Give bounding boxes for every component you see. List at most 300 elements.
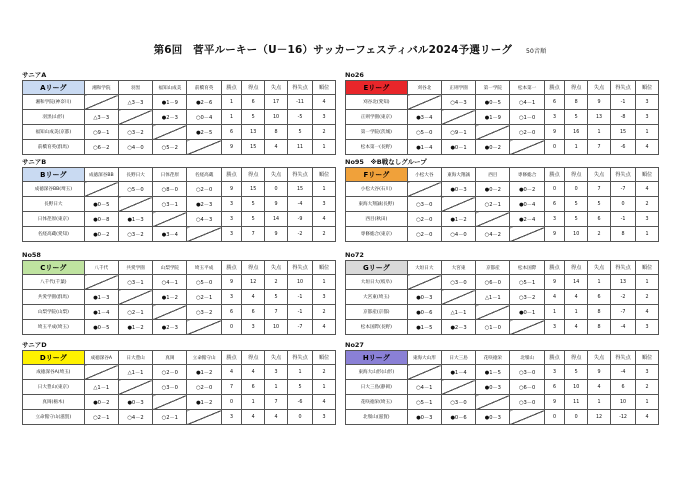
match-result: ○3－2 bbox=[187, 305, 221, 320]
stat-value: 10 bbox=[265, 110, 288, 125]
diagonal-cell bbox=[441, 110, 475, 125]
league-block bbox=[345, 158, 659, 242]
stat-value: 1 bbox=[544, 305, 565, 320]
match-result: ●1－2 bbox=[187, 365, 221, 380]
stat-value: -4 bbox=[287, 197, 312, 212]
stat-value: 3 bbox=[313, 290, 336, 305]
column-team: 八千代 bbox=[84, 261, 118, 275]
match-result: ●0－3 bbox=[118, 395, 152, 410]
match-result: ○2－0 bbox=[407, 227, 441, 242]
match-result: ○6－0 bbox=[476, 275, 510, 290]
stat-value: 1 bbox=[242, 395, 265, 410]
table-row bbox=[346, 290, 659, 305]
match-result: ●1－2 bbox=[153, 290, 187, 305]
diagonal-cell bbox=[510, 410, 544, 425]
table-row bbox=[346, 380, 659, 395]
match-result: ●0－1 bbox=[441, 140, 475, 155]
table-row bbox=[346, 140, 659, 155]
stat-header: 勝点 bbox=[544, 261, 565, 275]
league-block bbox=[345, 251, 659, 335]
stat-value: 5 bbox=[565, 110, 588, 125]
league-name: Fリーグ bbox=[346, 168, 408, 182]
block-label: サニアD bbox=[22, 341, 47, 349]
row-team: 長野日大 bbox=[23, 197, 85, 212]
column-team: 正則学園 bbox=[441, 81, 475, 95]
stat-value: -4 bbox=[610, 365, 635, 380]
row-team: 日体荏原(東京) bbox=[23, 212, 85, 227]
table-row bbox=[23, 182, 336, 197]
diagonal-cell bbox=[407, 95, 441, 110]
league-block bbox=[22, 251, 336, 335]
stat-value: 5 bbox=[242, 197, 265, 212]
stat-value: -7 bbox=[287, 320, 312, 335]
stat-value: 9 bbox=[588, 95, 611, 110]
row-team: 大宮東(埼玉) bbox=[346, 290, 408, 305]
table-row bbox=[23, 410, 336, 425]
row-team: 花咲徳栄(埼玉) bbox=[346, 395, 408, 410]
stat-value: 4 bbox=[636, 182, 659, 197]
stat-value: 2 bbox=[313, 305, 336, 320]
stat-value: 6 bbox=[610, 380, 635, 395]
diagonal-cell bbox=[510, 140, 544, 155]
stat-header: 得失点 bbox=[287, 168, 312, 182]
stat-value: 3 bbox=[544, 110, 565, 125]
match-result: ○2－1 bbox=[153, 410, 187, 425]
stat-header: 失点 bbox=[588, 168, 611, 182]
stat-value: 5 bbox=[287, 380, 312, 395]
stat-value: 8 bbox=[565, 95, 588, 110]
match-result: ●1－5 bbox=[407, 320, 441, 335]
match-result: ●0－3 bbox=[441, 182, 475, 197]
stat-value: 4 bbox=[636, 305, 659, 320]
stat-value: 4 bbox=[565, 320, 588, 335]
stat-header: 得失点 bbox=[287, 351, 312, 365]
stat-header: 失点 bbox=[265, 168, 288, 182]
stat-value: 6 bbox=[242, 95, 265, 110]
column-team: 専修総合 bbox=[510, 168, 544, 182]
diagonal-cell bbox=[476, 305, 510, 320]
table-row bbox=[23, 395, 336, 410]
match-result: ○3－0 bbox=[441, 395, 475, 410]
stat-value: 4 bbox=[265, 410, 288, 425]
match-result: ○5－2 bbox=[153, 140, 187, 155]
match-result: ●0－3 bbox=[476, 380, 510, 395]
stat-value: 4 bbox=[313, 95, 336, 110]
match-result: ○4－0 bbox=[118, 140, 152, 155]
stat-header: 失点 bbox=[588, 351, 611, 365]
row-team: 立命館守山(滋賀) bbox=[23, 410, 85, 425]
stat-value: 1 bbox=[221, 95, 242, 110]
match-result: ●0－2 bbox=[84, 395, 118, 410]
row-team: 羽黒(山形) bbox=[23, 110, 85, 125]
stat-value: 2 bbox=[313, 365, 336, 380]
row-team: 東海大翔誠(長野) bbox=[346, 197, 408, 212]
stat-value: 6 bbox=[544, 95, 565, 110]
stat-value: 1 bbox=[565, 305, 588, 320]
diagonal-cell bbox=[187, 410, 221, 425]
stat-header: 得点 bbox=[565, 261, 588, 275]
stat-value: 4 bbox=[265, 140, 288, 155]
stat-value: 10 bbox=[565, 380, 588, 395]
stat-value: 1 bbox=[313, 380, 336, 395]
stat-value: 3 bbox=[265, 365, 288, 380]
stat-header: 得点 bbox=[565, 81, 588, 95]
table-row bbox=[23, 95, 336, 110]
stat-value: 3 bbox=[636, 365, 659, 380]
column-team: 福知山成美 bbox=[153, 81, 187, 95]
stat-header: 勝点 bbox=[544, 81, 565, 95]
league-name: Eリーグ bbox=[346, 81, 408, 95]
match-result: ●1－9 bbox=[153, 95, 187, 110]
stat-value: 3 bbox=[221, 212, 242, 227]
stat-value: 6 bbox=[242, 380, 265, 395]
match-result: ○2－0 bbox=[187, 380, 221, 395]
stat-value: 2 bbox=[588, 227, 611, 242]
stat-header: 得失点 bbox=[610, 261, 635, 275]
match-result: ●0－2 bbox=[84, 227, 118, 242]
block-label: No26 bbox=[345, 71, 364, 79]
table-row bbox=[346, 212, 659, 227]
match-result: ●0－2 bbox=[510, 182, 544, 197]
column-team: 大垣日大 bbox=[407, 261, 441, 275]
stat-value: 6 bbox=[544, 197, 565, 212]
row-team: 大垣日大(岐阜) bbox=[346, 275, 408, 290]
match-result: ●0－3 bbox=[407, 410, 441, 425]
match-result: △1－1 bbox=[441, 305, 475, 320]
diagonal-cell bbox=[441, 197, 475, 212]
table-row bbox=[346, 395, 659, 410]
match-result: ●2－4 bbox=[510, 212, 544, 227]
stat-value: 3 bbox=[544, 212, 565, 227]
column-team: 北嶺山 bbox=[510, 351, 544, 365]
row-team: 松本国際(長野) bbox=[346, 320, 408, 335]
stat-value: 7 bbox=[588, 182, 611, 197]
match-result: ●3－4 bbox=[153, 227, 187, 242]
stat-value: 9 bbox=[544, 275, 565, 290]
row-team: 八千代(千葉) bbox=[23, 275, 85, 290]
table-row bbox=[23, 305, 336, 320]
stat-value: 6 bbox=[242, 305, 265, 320]
match-result: △3－3 bbox=[84, 110, 118, 125]
match-result: △1－1 bbox=[476, 290, 510, 305]
match-result: ○5－1 bbox=[510, 275, 544, 290]
table-row bbox=[346, 275, 659, 290]
row-team: 専修総合(東京) bbox=[346, 227, 408, 242]
table-row bbox=[23, 197, 336, 212]
stat-header: 勝点 bbox=[221, 261, 242, 275]
match-result: ●0－2 bbox=[476, 182, 510, 197]
stat-value: 8 bbox=[610, 227, 635, 242]
stat-value: 3 bbox=[313, 110, 336, 125]
stat-value: 3 bbox=[221, 290, 242, 305]
stat-value: 15 bbox=[242, 140, 265, 155]
league-name: Hリーグ bbox=[346, 351, 408, 365]
stat-value: 4 bbox=[313, 320, 336, 335]
stat-value: -1 bbox=[610, 212, 635, 227]
block-label: No72 bbox=[345, 251, 364, 259]
stat-value: 1 bbox=[636, 395, 659, 410]
table-row bbox=[23, 320, 336, 335]
stat-value: 4 bbox=[588, 380, 611, 395]
stat-value: 3 bbox=[636, 320, 659, 335]
column-team: 日大豊山 bbox=[118, 351, 152, 365]
stat-value: -1 bbox=[610, 95, 635, 110]
table-row bbox=[23, 125, 336, 140]
column-team: 東海大山形 bbox=[407, 351, 441, 365]
league-block bbox=[22, 158, 336, 242]
diagonal-cell bbox=[187, 320, 221, 335]
match-result: ○2－0 bbox=[153, 365, 187, 380]
match-result: ○2－1 bbox=[84, 410, 118, 425]
block-label: No58 bbox=[22, 251, 41, 259]
match-result: ○2－0 bbox=[187, 182, 221, 197]
column-team: 羽黒 bbox=[118, 81, 152, 95]
stat-header: 得失点 bbox=[610, 81, 635, 95]
column-team: 第一学院 bbox=[476, 81, 510, 95]
column-team: 花咲徳栄 bbox=[476, 351, 510, 365]
column-team: 埼玉平成 bbox=[187, 261, 221, 275]
match-result: △1－1 bbox=[118, 365, 152, 380]
match-result: ○2－1 bbox=[476, 197, 510, 212]
row-team: 西目(秋田) bbox=[346, 212, 408, 227]
stat-value: -9 bbox=[287, 212, 312, 227]
stat-value: 4 bbox=[242, 290, 265, 305]
match-result: ○2－0 bbox=[510, 125, 544, 140]
column-team: 山梨学院 bbox=[153, 261, 187, 275]
table-row bbox=[23, 275, 336, 290]
stat-value: 0 bbox=[287, 410, 312, 425]
diagonal-cell bbox=[476, 125, 510, 140]
league-table bbox=[22, 260, 336, 335]
league-table bbox=[345, 167, 659, 242]
column-team: 成徳深谷A bbox=[84, 351, 118, 365]
match-result: ○9－1 bbox=[441, 125, 475, 140]
match-result: △1－1 bbox=[84, 380, 118, 395]
match-result: ○6－0 bbox=[510, 380, 544, 395]
match-result: ●1－2 bbox=[187, 395, 221, 410]
match-result: ●2－3 bbox=[441, 320, 475, 335]
league-table bbox=[22, 350, 336, 425]
stat-value: 15 bbox=[610, 125, 635, 140]
stat-header: 得点 bbox=[242, 81, 265, 95]
league-name: Gリーグ bbox=[346, 261, 408, 275]
stat-value: 9 bbox=[544, 125, 565, 140]
diagonal-cell bbox=[84, 275, 118, 290]
match-result: ○0－4 bbox=[187, 110, 221, 125]
row-team: 京都産(京都) bbox=[346, 305, 408, 320]
column-team: 前橋育英 bbox=[187, 81, 221, 95]
match-result: ○1－0 bbox=[476, 320, 510, 335]
diagonal-cell bbox=[84, 95, 118, 110]
match-result: ○5－0 bbox=[407, 125, 441, 140]
match-result: ○4－3 bbox=[441, 95, 475, 110]
table-row bbox=[346, 182, 659, 197]
stat-value: 3 bbox=[313, 197, 336, 212]
stat-value: 2 bbox=[265, 275, 288, 290]
page-title bbox=[0, 42, 700, 57]
match-result: ○8－0 bbox=[153, 182, 187, 197]
stat-value: 5 bbox=[588, 197, 611, 212]
match-result: ●0－5 bbox=[84, 320, 118, 335]
stat-header: 失点 bbox=[588, 261, 611, 275]
row-team: 名経高蔵(愛知) bbox=[23, 227, 85, 242]
league-table bbox=[345, 260, 659, 335]
column-team: 松本第一 bbox=[510, 81, 544, 95]
match-result: ●0－4 bbox=[510, 197, 544, 212]
stat-value: 3 bbox=[636, 110, 659, 125]
stat-value: 0 bbox=[544, 140, 565, 155]
stat-value: -4 bbox=[610, 320, 635, 335]
stat-value: 4 bbox=[565, 290, 588, 305]
league-block bbox=[345, 71, 659, 155]
stat-header: 得点 bbox=[242, 168, 265, 182]
stat-value: 6 bbox=[221, 125, 242, 140]
stat-value: -2 bbox=[287, 227, 312, 242]
stat-value: 1 bbox=[287, 365, 312, 380]
diagonal-cell bbox=[510, 227, 544, 242]
diagonal-cell bbox=[510, 320, 544, 335]
block-label: No27 bbox=[345, 341, 364, 349]
stat-header: 順位 bbox=[313, 168, 336, 182]
stat-value: 1 bbox=[636, 125, 659, 140]
column-team: 日体荏原 bbox=[153, 168, 187, 182]
stat-value: 4 bbox=[242, 410, 265, 425]
table-row bbox=[346, 125, 659, 140]
stat-value: 13 bbox=[588, 110, 611, 125]
match-result: ○2－1 bbox=[187, 290, 221, 305]
stat-value: 11 bbox=[287, 140, 312, 155]
stat-value: 15 bbox=[242, 182, 265, 197]
stat-value: 3 bbox=[636, 212, 659, 227]
match-result: ○5－0 bbox=[118, 182, 152, 197]
stat-header: 得点 bbox=[242, 261, 265, 275]
match-result: ●0－5 bbox=[84, 197, 118, 212]
match-result: ●0－1 bbox=[510, 305, 544, 320]
stat-value: 1 bbox=[221, 110, 242, 125]
league-block bbox=[345, 341, 659, 425]
stat-header: 順位 bbox=[636, 168, 659, 182]
stat-header: 得失点 bbox=[610, 351, 635, 365]
diagonal-cell bbox=[476, 212, 510, 227]
match-result: ○5－1 bbox=[407, 395, 441, 410]
league-table bbox=[345, 80, 659, 155]
stat-value: 0 bbox=[221, 395, 242, 410]
row-team: 日大豊山(東京) bbox=[23, 380, 85, 395]
stat-value: -11 bbox=[287, 95, 312, 110]
stat-value: 0 bbox=[544, 182, 565, 197]
stat-value: 1 bbox=[565, 140, 588, 155]
stat-value: 0 bbox=[544, 410, 565, 425]
stat-value: -5 bbox=[287, 110, 312, 125]
stat-value: 7 bbox=[242, 227, 265, 242]
row-team: 共愛学園(群馬) bbox=[23, 290, 85, 305]
stat-value: 10 bbox=[565, 227, 588, 242]
stat-value: 3 bbox=[221, 197, 242, 212]
stat-value: 4 bbox=[313, 212, 336, 227]
column-team: 東海大翔誠 bbox=[441, 168, 475, 182]
row-team: 湘和学院(神奈川) bbox=[23, 95, 85, 110]
column-team: 立命館守山 bbox=[187, 351, 221, 365]
column-team: 名経高蔵 bbox=[187, 168, 221, 182]
stat-value: 5 bbox=[242, 212, 265, 227]
title-text: 第6回 菅平ルーキー（U－16）サッカーフェスティバル2024予選リーグ bbox=[153, 44, 513, 56]
stat-value: 5 bbox=[565, 212, 588, 227]
match-result: ○3－0 bbox=[407, 197, 441, 212]
match-result: ○2－1 bbox=[118, 305, 152, 320]
stat-value: 3 bbox=[221, 410, 242, 425]
diagonal-cell bbox=[407, 275, 441, 290]
stat-value: 5 bbox=[287, 125, 312, 140]
diagonal-cell bbox=[84, 365, 118, 380]
match-result: ●3－4 bbox=[407, 110, 441, 125]
stat-value: 9 bbox=[544, 395, 565, 410]
block-label: サニアA bbox=[22, 71, 47, 79]
table-row bbox=[23, 227, 336, 242]
stat-header: 失点 bbox=[265, 261, 288, 275]
match-result: ○3－0 bbox=[153, 380, 187, 395]
stat-value: 3 bbox=[544, 365, 565, 380]
table-row bbox=[346, 305, 659, 320]
row-team: 東海大山形(山形) bbox=[346, 365, 408, 380]
match-result: ○4－3 bbox=[187, 212, 221, 227]
stat-value: 7 bbox=[265, 305, 288, 320]
league-name: Cリーグ bbox=[23, 261, 85, 275]
stat-header: 得点 bbox=[565, 168, 588, 182]
match-result: ○1－0 bbox=[510, 110, 544, 125]
table-row bbox=[23, 140, 336, 155]
stat-header: 順位 bbox=[636, 351, 659, 365]
stat-value: 4 bbox=[636, 140, 659, 155]
stat-value: 3 bbox=[544, 320, 565, 335]
diagonal-cell bbox=[153, 395, 187, 410]
table-row bbox=[23, 365, 336, 380]
match-result: ○3－1 bbox=[118, 275, 152, 290]
column-team: 長野日大 bbox=[118, 168, 152, 182]
stat-value: 1 bbox=[588, 275, 611, 290]
stat-value: 6 bbox=[221, 305, 242, 320]
stat-value: 13 bbox=[242, 125, 265, 140]
stat-value: 2 bbox=[636, 197, 659, 212]
stat-header: 失点 bbox=[265, 351, 288, 365]
match-result: ●1－4 bbox=[84, 305, 118, 320]
stat-value: 9 bbox=[221, 182, 242, 197]
stat-value: 9 bbox=[588, 365, 611, 380]
stat-value: 10 bbox=[610, 395, 635, 410]
column-team: 西目 bbox=[476, 168, 510, 182]
stat-header: 失点 bbox=[265, 81, 288, 95]
table-row bbox=[346, 410, 659, 425]
row-team: 第一学院(茨城) bbox=[346, 125, 408, 140]
stat-value: 4 bbox=[544, 290, 565, 305]
stat-value: 3 bbox=[313, 410, 336, 425]
match-result: ●0－2 bbox=[476, 140, 510, 155]
stat-header: 勝点 bbox=[544, 168, 565, 182]
stat-value: -2 bbox=[610, 290, 635, 305]
stat-value: 10 bbox=[265, 320, 288, 335]
stat-value: 8 bbox=[588, 320, 611, 335]
stat-value: 1 bbox=[313, 140, 336, 155]
match-result: ○4－2 bbox=[476, 227, 510, 242]
stat-value: 0 bbox=[610, 197, 635, 212]
match-result: ○3－2 bbox=[118, 227, 152, 242]
row-team: 正則学園(東京) bbox=[346, 110, 408, 125]
stat-value: 3 bbox=[242, 320, 265, 335]
row-team: 前橋育英(群馬) bbox=[23, 140, 85, 155]
match-result: ○4－2 bbox=[118, 410, 152, 425]
column-team: 共愛学園 bbox=[118, 261, 152, 275]
stat-value: 0 bbox=[265, 182, 288, 197]
stat-header: 順位 bbox=[636, 81, 659, 95]
